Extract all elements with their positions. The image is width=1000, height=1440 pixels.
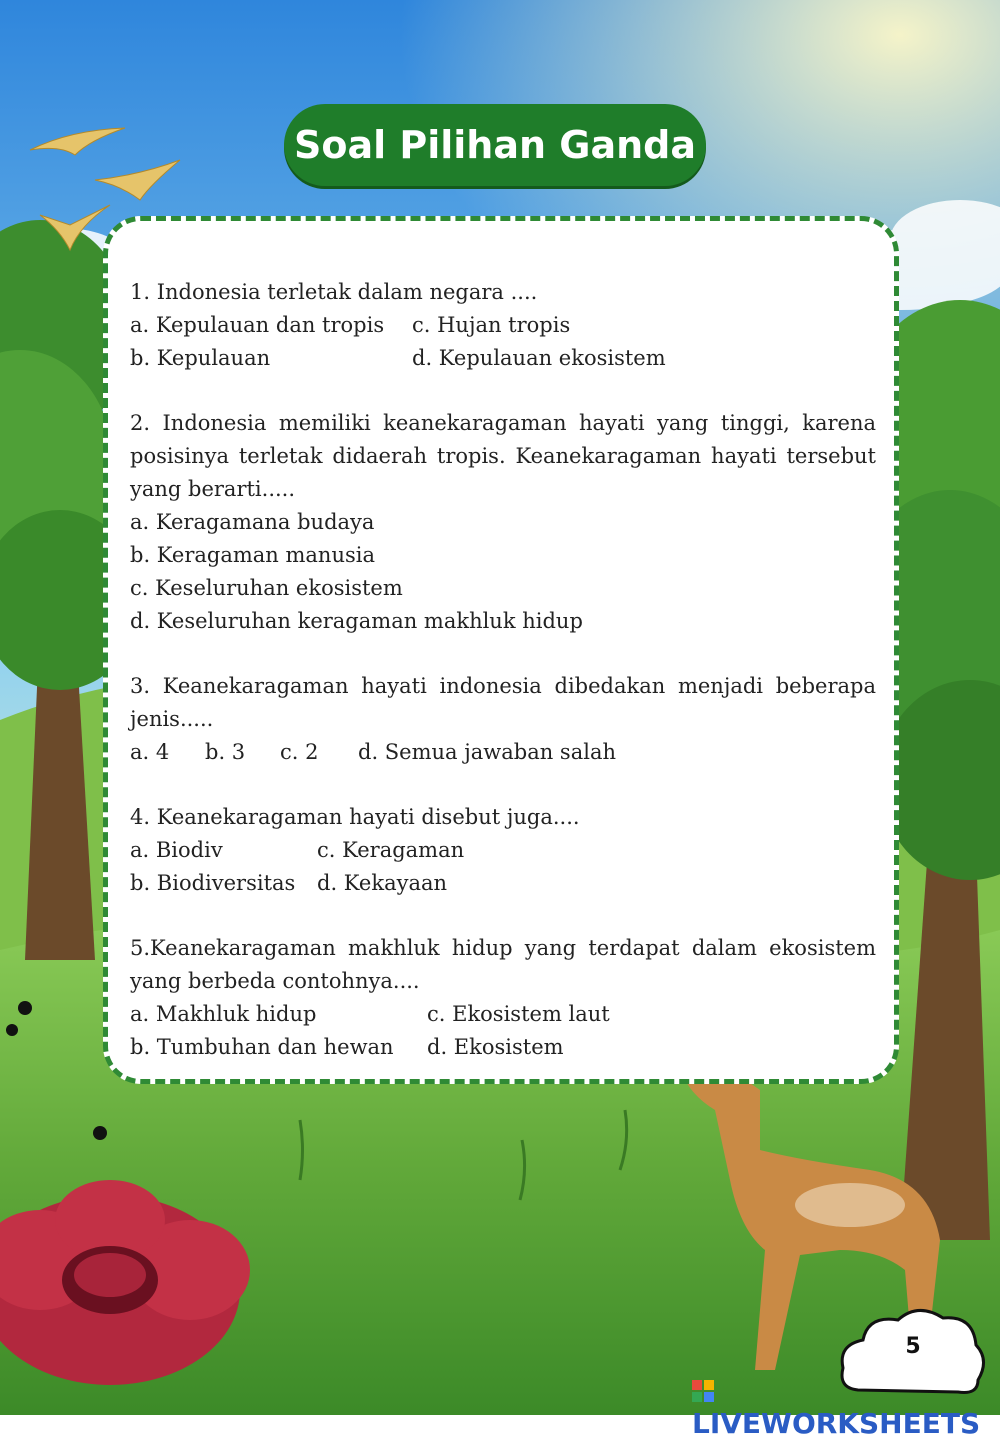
option-b[interactable]: b. Tumbuhan dan hewan [130, 1035, 394, 1059]
option-row [130, 736, 876, 769]
option-row [130, 342, 876, 375]
question-prompt: 5.Keanekaragaman makhluk hidup yang terdapat dalam ekosistem yang berbeda contohnya.... [130, 936, 876, 993]
option-d[interactable]: d. Kekayaan [317, 871, 448, 895]
option-row [130, 1031, 876, 1064]
option-c[interactable]: c. Ekosistem laut [427, 1002, 610, 1026]
option-d[interactable]: d. Ekosistem [427, 1035, 564, 1059]
watermark-text: LIVEWORKSHEETS [692, 1407, 981, 1440]
question-3 [130, 670, 876, 769]
option-a[interactable]: a. Biodiv [130, 838, 223, 862]
option-c[interactable]: c. Keseluruhan ekosistem [130, 576, 403, 600]
watermark [692, 1374, 1000, 1440]
liveworksheets-logo-icon [692, 1380, 714, 1402]
page-title: Soal Pilihan Ganda [284, 104, 706, 186]
question-4 [130, 801, 876, 900]
option-row [130, 834, 876, 867]
option-c[interactable]: c. Keragaman [317, 838, 465, 862]
question-5 [130, 932, 876, 1064]
option-row [130, 867, 876, 900]
question-2 [130, 407, 876, 638]
option-row [130, 998, 876, 1031]
option-a[interactable]: a. 4 [130, 740, 170, 764]
option-b[interactable]: b. 3 [205, 740, 246, 764]
option-d[interactable]: d. Keseluruhan keragaman makhluk hidup [130, 609, 583, 633]
page-number: 5 [905, 1334, 921, 1359]
option-c[interactable]: c. 2 [280, 740, 319, 764]
question-list [130, 276, 876, 1064]
option-a[interactable]: a. Kepulauan dan tropis [130, 313, 385, 337]
option-a[interactable]: a. Keragamana budaya [130, 510, 375, 534]
option-row [130, 309, 876, 342]
question-prompt: 2. Indonesia memiliki keanekaragaman hayati yang tinggi, karena posisinya terletak didaerah tropis. Keanekaragaman hayati tersebut yang berarti..... [130, 411, 876, 501]
option-b[interactable]: b. Biodiversitas [130, 871, 296, 895]
question-prompt: 3. Keanekaragaman hayati indonesia dibedakan menjadi beberapa jenis..... [130, 674, 876, 731]
question-prompt: 4. Keanekaragaman hayati disebut juga.... [130, 805, 580, 829]
option-b[interactable]: b. Kepulauan [130, 346, 271, 370]
question-prompt: 1. Indonesia terletak dalam negara .... [130, 280, 538, 304]
option-d[interactable]: d. Semua jawaban salah [358, 740, 616, 764]
option-d[interactable]: d. Kepulauan ekosistem [412, 346, 666, 370]
option-a[interactable]: a. Makhluk hidup [130, 1002, 317, 1026]
question-1 [130, 276, 876, 375]
option-b[interactable]: b. Keragaman manusia [130, 543, 375, 567]
option-c[interactable]: c. Hujan tropis [412, 313, 571, 337]
